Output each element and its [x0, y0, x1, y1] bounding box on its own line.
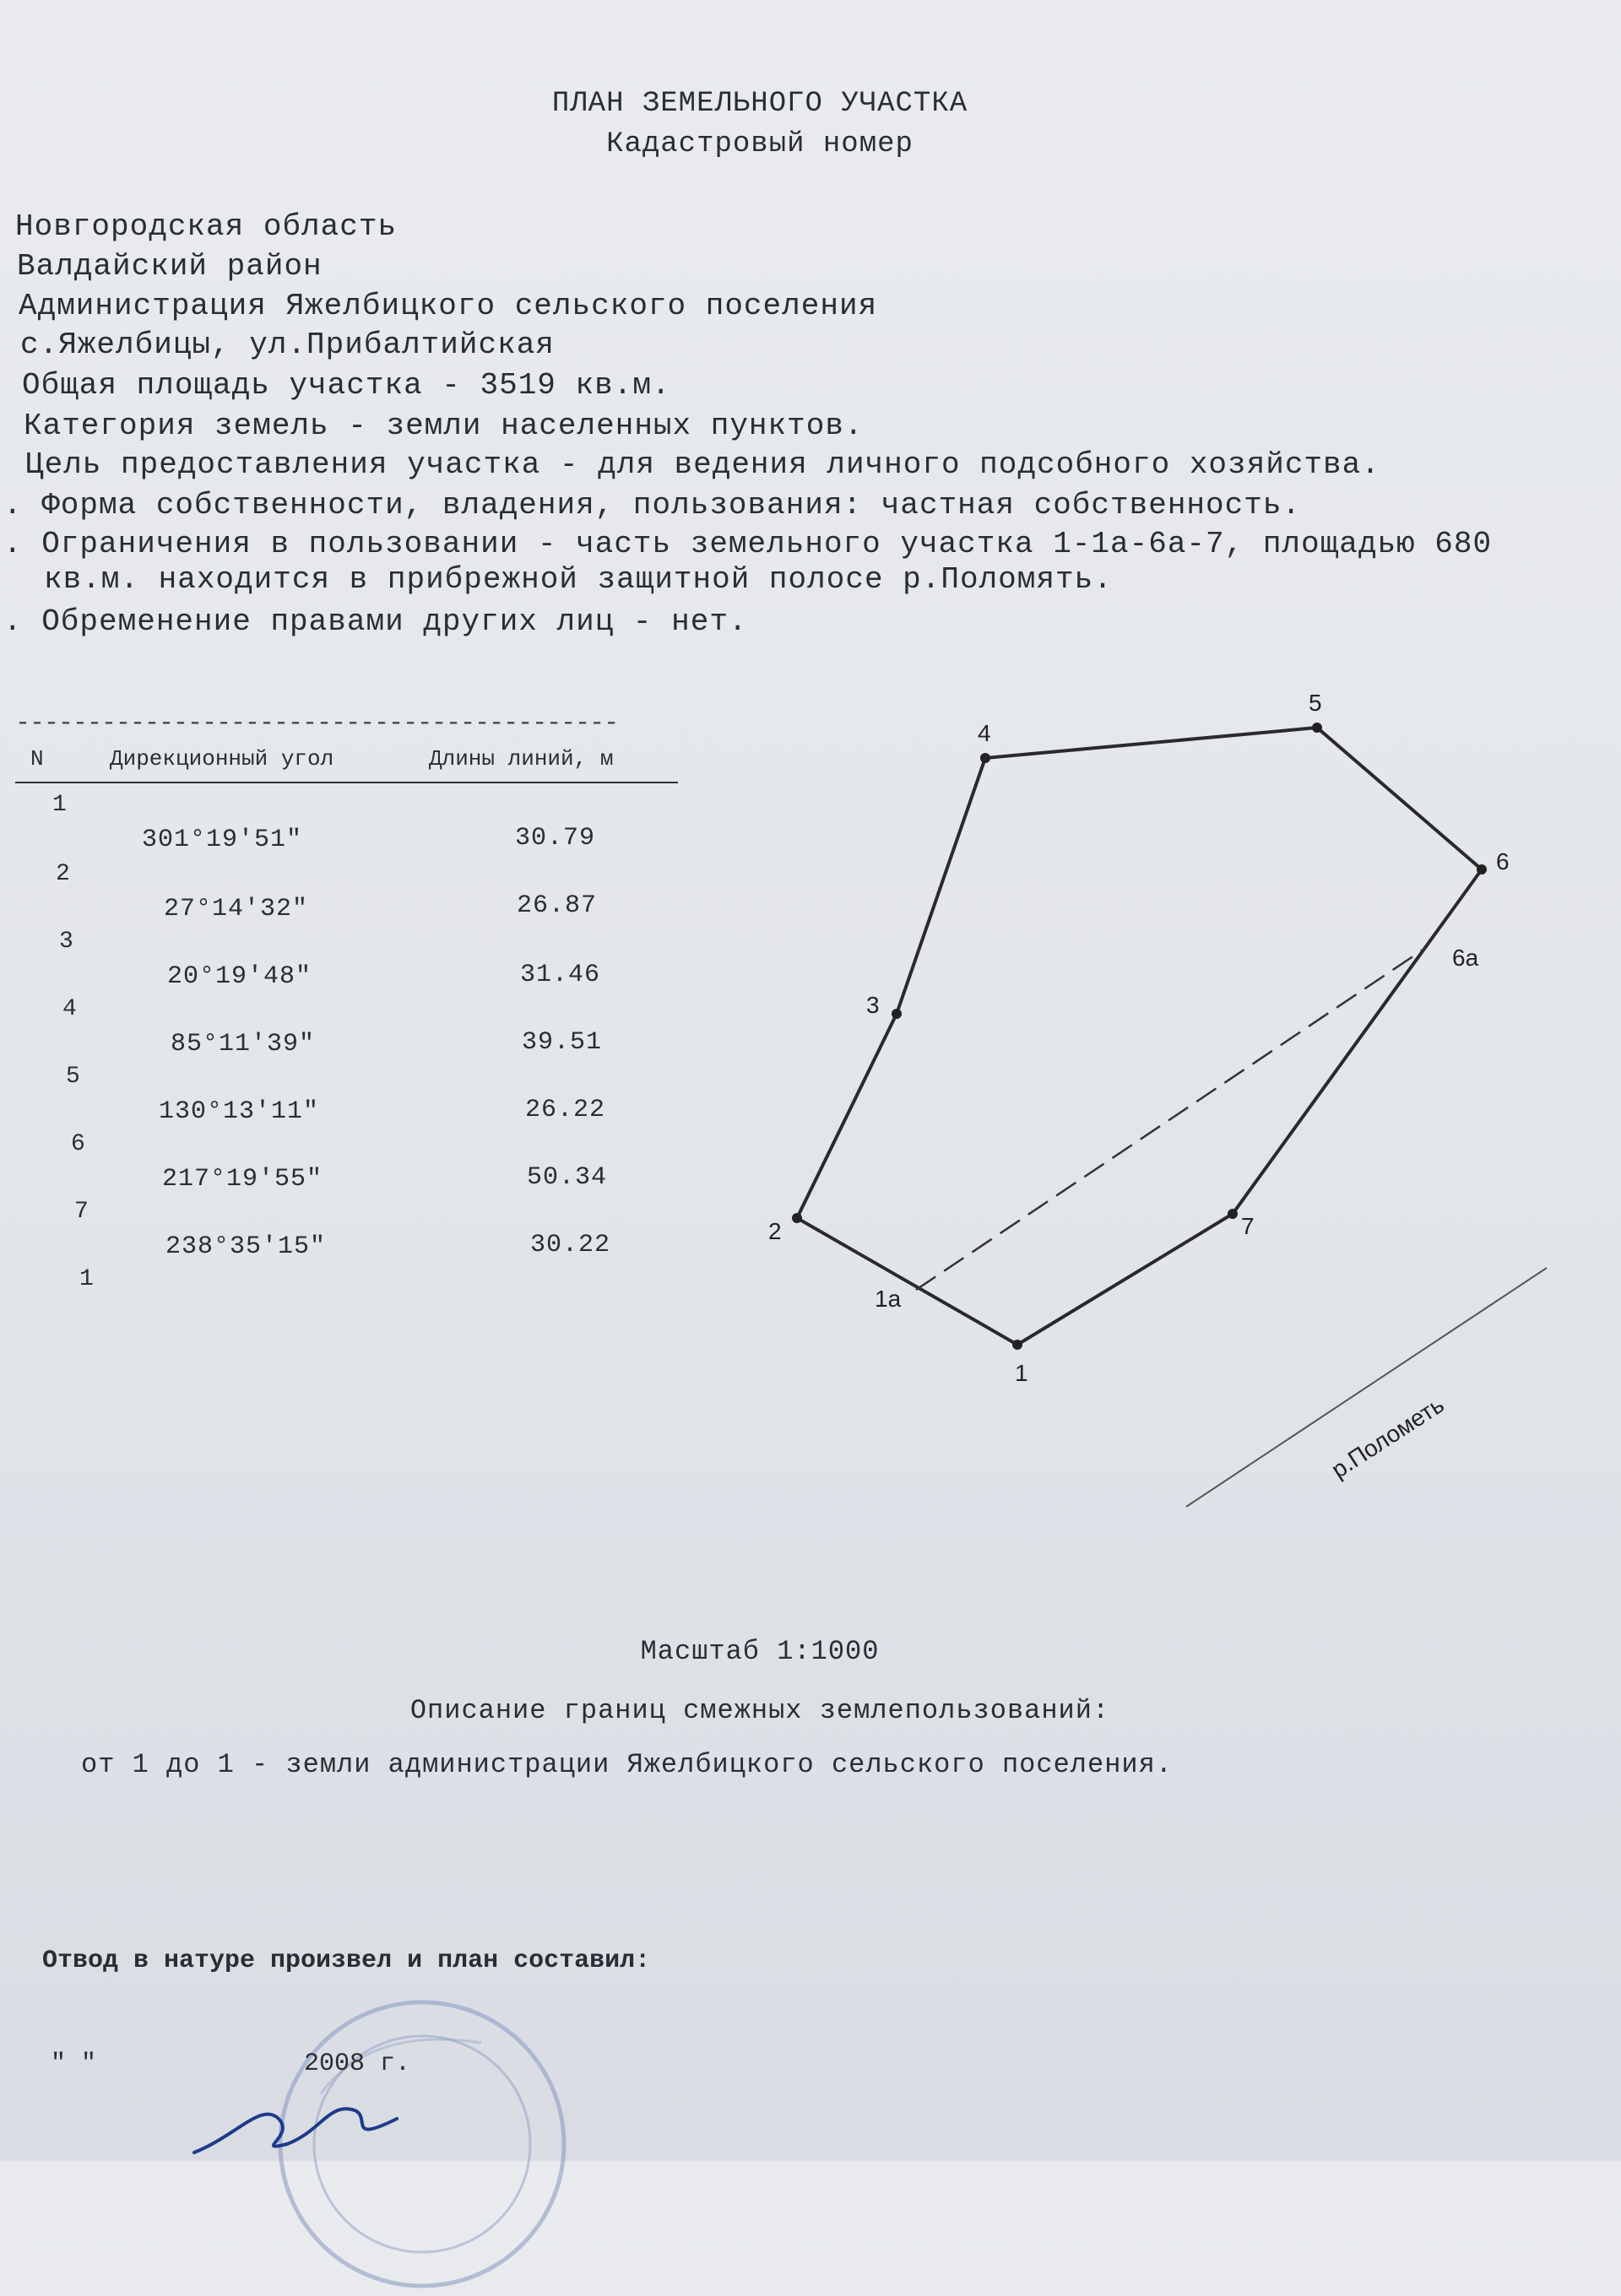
point-5-marker	[1312, 723, 1322, 733]
document-title: ПЛАН ЗЕМЕЛЬНОГО УЧАСТКА	[551, 88, 968, 120]
info-restrictions-line2: кв.м. находится в прибрежной защитной полосе р.Поломять.	[44, 562, 1113, 597]
point-3-marker	[892, 1009, 902, 1019]
date-quote: " "	[51, 2050, 97, 2078]
segment-length: 31.46	[520, 961, 601, 989]
signature-graphic	[186, 2085, 405, 2161]
col-length-header: Длины линий, м	[429, 746, 614, 772]
adjacent-title: Описание границ смежных землепользований:	[409, 1695, 1110, 1726]
made-by-label: Отвод в натуре произвел и план составил:	[42, 1947, 651, 1975]
segment-angle: 85°11'39"	[171, 1030, 316, 1059]
label-point-7: 7	[1241, 1213, 1255, 1239]
label-point-4: 4	[978, 720, 991, 746]
point-number: 6	[71, 1131, 85, 1157]
info-administration: Администрация Яжелбицкого сельского поселения	[19, 289, 878, 323]
info-ownership: . Форма собственности, владения, пользования: частная собственность.	[3, 488, 1302, 523]
col-angle-header: Дирекционный угол	[110, 746, 334, 772]
label-point-5: 5	[1309, 690, 1322, 716]
point-2-marker	[792, 1213, 802, 1223]
info-area: Общая площадь участка - 3519 кв.м.	[22, 368, 671, 403]
segment-angle: 301°19'51"	[142, 826, 303, 854]
segment-angle: 130°13'11"	[159, 1097, 320, 1126]
segment-length: 30.79	[515, 824, 596, 853]
cadastral-number-label: Кадастровый номер	[606, 128, 914, 160]
point-number: 4	[62, 996, 77, 1022]
segment-length: 50.34	[527, 1163, 608, 1192]
point-number: 7	[74, 1199, 89, 1225]
info-restrictions-line1: . Ограничения в пользовании - часть земельного участка 1-1а-6а-7, площадью 680	[3, 527, 1493, 561]
segment-length: 26.87	[517, 891, 598, 920]
point-number: 2	[56, 861, 70, 887]
point-number: 5	[66, 1064, 80, 1090]
info-encumbrance: . Обременение правами других лиц - нет.	[3, 604, 748, 639]
col-n-header: N	[30, 746, 44, 772]
point-number: 3	[59, 929, 73, 955]
date-year: 2008 г.	[304, 2050, 411, 2078]
info-purpose: Цель предоставления участка - для ведения личного подсобного хозяйства.	[25, 447, 1380, 482]
segment-length: 26.22	[525, 1096, 606, 1124]
scale-label: Масштаб 1:1000	[640, 1636, 880, 1667]
adjacent-text: от 1 до 1 - земли администрации Яжелбицкого сельского поселения.	[81, 1749, 1173, 1780]
point-number: 1	[79, 1266, 94, 1292]
label-point-2: 2	[768, 1218, 782, 1244]
info-region: Новгородская область	[15, 209, 398, 244]
point-6-marker	[1477, 864, 1487, 875]
river-line	[1186, 1268, 1547, 1507]
segment-angle: 217°19'55"	[162, 1165, 323, 1194]
label-point-6: 6	[1496, 848, 1510, 875]
river-label: р.Полометь	[1326, 1391, 1449, 1484]
segment-angle: 238°35'15"	[165, 1232, 327, 1261]
segment-angle: 20°19'48"	[167, 962, 312, 991]
segment-angle: 27°14'32"	[164, 895, 309, 923]
info-address: с.Яжелбицы, ул.Прибалтийская	[20, 328, 555, 362]
label-point-3: 3	[866, 992, 880, 1018]
protection-zone-line	[916, 947, 1427, 1290]
plot-boundary	[797, 728, 1482, 1345]
label-point-1: 1	[1015, 1360, 1028, 1386]
point-1-marker	[1012, 1340, 1022, 1350]
info-district: Валдайский район	[17, 249, 323, 284]
label-point-6a: 6а	[1452, 945, 1479, 971]
label-point-1a: 1а	[875, 1286, 902, 1312]
point-number: 1	[52, 792, 67, 818]
point-4-marker	[980, 753, 990, 763]
segment-length: 30.22	[530, 1231, 611, 1259]
info-category: Категория земель - земли населенных пунктов.	[24, 409, 864, 443]
table-top-dashes: ------------------------------------------	[15, 709, 619, 738]
point-7-marker	[1228, 1209, 1238, 1219]
segment-length: 39.51	[522, 1028, 603, 1057]
